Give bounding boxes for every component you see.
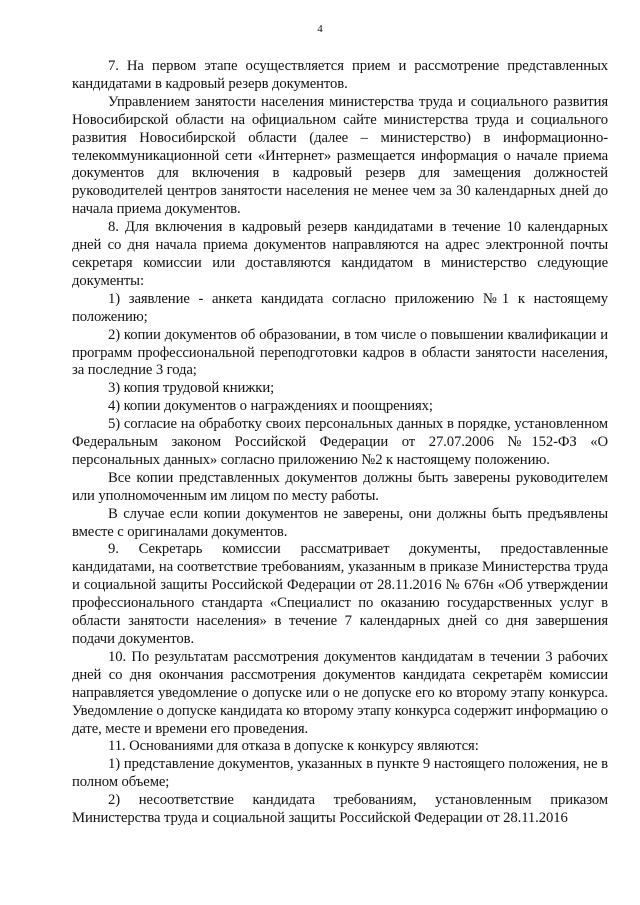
paragraph-item-7: 7. На первом этапе осуществляется прием и рассмотрение представленных кандидатами в кадровый резерв документов. bbox=[72, 58, 608, 92]
list-item-incomplete-documents: 1) представление документов, указанных в пункте 9 настоящего положения, не в полном объеме; bbox=[72, 756, 608, 791]
paragraph-item-9: 9. Секретарь комиссии рассматривает документы, предоставленные кандидатами, на соответствие требованиям, указанным в приказе Министерства труда и социальной защиты Российской Федерации от 28.11.2016 № 676н «Об утверждении профессионального стандарта «Специалист по оказанию государственных услуг в области занятости населения» в течение 7 календарных дней со дня завершения подачи документов. bbox=[72, 541, 608, 647]
list-item-work-book: 3) копия трудовой книжки; bbox=[108, 380, 275, 397]
paragraph-certification: Все копии представленных документов должны быть заверены руководителем или уполномоченным им лицом по месту работы. bbox=[72, 469, 608, 504]
page-number: 4 bbox=[317, 23, 323, 35]
paragraph-item-11: 11. Основаниями для отказа в допуске к конкурсу являются: bbox=[108, 738, 479, 755]
document-body bbox=[72, 58, 608, 828]
list-item-consent: 5) согласие на обработку своих персональных данных в порядке, установленном Федеральным законом Российской Федерации от 27.07.2006 №152-ФЗ «О персональных данных» согласно приложению №2 к настоящему положению. bbox=[72, 416, 608, 468]
paragraph-item-10: 10. По результатам рассмотрения документов кандидатам в течении 3 рабочих дней со дня окончания рассмотрения документов кандидата секретарём комиссии направляется уведомление о допуске или о не допуске его ко второму этапу конкурса. Уведомление о допуске кандидата ко второму этапу конкурса содержит информацию о дате, месте и времени его проведения. bbox=[72, 648, 608, 737]
list-item-application: 1) заявление - анкета кандидата согласно приложению №1 к настоящему положению; bbox=[72, 290, 608, 325]
list-item-awards: 4) копии документов о награждениях и поощрениях; bbox=[108, 398, 433, 415]
list-item-education-copies: 2) копии документов об образовании, в том числе о повышении квалификации и программ профессиональной переподготовки кадров в области занятости населения, за последние 3 года; bbox=[72, 326, 608, 379]
paragraph-item-8: 8. Для включения в кадровый резерв кандидатами в течение 10 календарных дней со дня начала приема документов направляются на адрес электронной почты секретаря комиссии или доставляются кандидатом в министерство следующие документы: bbox=[72, 219, 608, 289]
paragraph-originals: В случае если копии документов не заверены, они должны быть предъявлены вместе с оригиналами документов. bbox=[72, 505, 608, 540]
list-item-nonconformity: 2) несоответствие кандидата требованиям, установленным приказом Министерства труда и социальной защиты Российской Федерации от 28.11.2016 bbox=[72, 792, 608, 827]
paragraph-announcement: Управлением занятости населения министерства труда и социального развития Новосибирской области на официальном сайте министерства труда и социального развития Новосибирской области (далее – министерство) в информационно-телекоммуникационной сети «Интернет» размещается информация о начале приема документов для включения в кадровый резерв для замещения должностей руководителей центров занятости населения не менее чем за 30 календарных дней до начала приема документов. bbox=[72, 93, 608, 218]
